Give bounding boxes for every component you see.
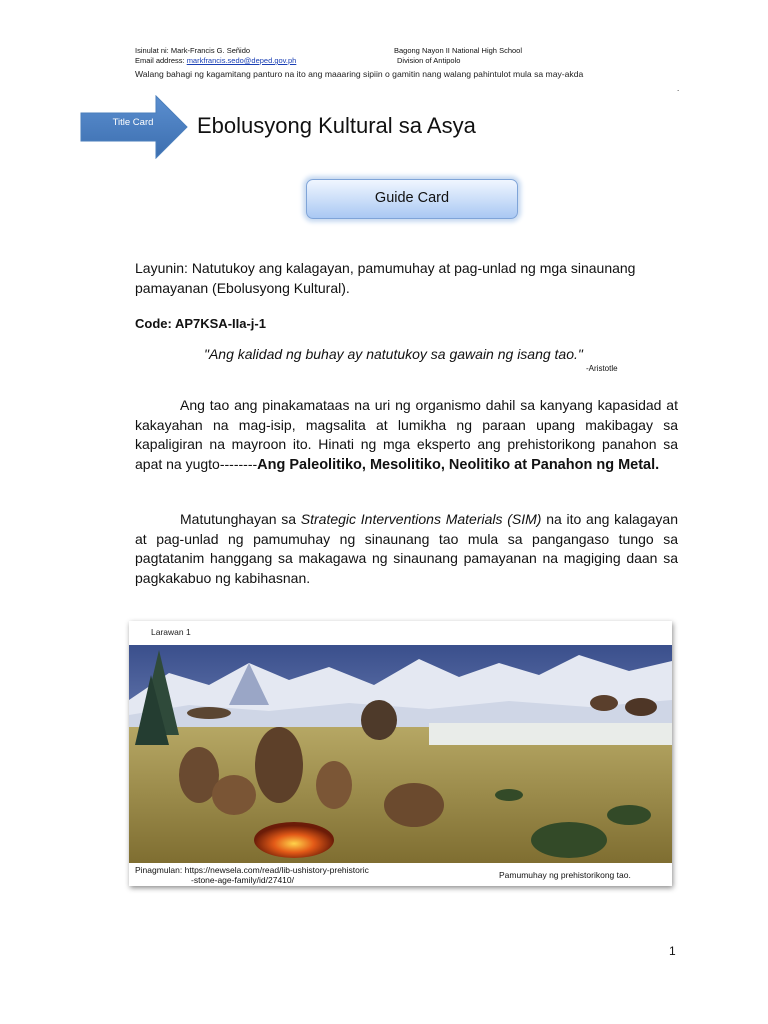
quote-author: -Aristotle	[586, 364, 618, 373]
division-name: Division of Antipolo	[397, 56, 461, 65]
paragraph-1	[135, 396, 678, 475]
paragraph-2-lead: Matutunghayan sa	[180, 511, 301, 527]
figure-caption: Pamumuhay ng prehistorikong tao.	[499, 870, 631, 880]
objective-text: Layunin: Natutukoy ang kalagayan, pamumuhay at pag-unlad ng mga sinaunang pamayanan (Ebolusyong Kultural).	[135, 260, 636, 296]
guide-card-button[interactable]: Guide Card	[306, 179, 518, 219]
source-line-1: Pinagmulan: https://newsela.com/read/lib-ushistory-prehistoric	[135, 865, 369, 875]
mammoth-2	[625, 698, 657, 716]
author-line: Isinulat ni: Mark-Francis G. Señido	[135, 46, 251, 55]
page-number: 1	[669, 944, 676, 958]
school-name: Bagong Nayon II National High School	[394, 46, 522, 55]
competency-code: Code: AP7KSA-IIa-j-1	[135, 316, 266, 331]
campfire	[254, 822, 334, 858]
stray-dot: .	[677, 84, 680, 93]
email-line	[135, 56, 296, 66]
mammoth	[590, 695, 618, 711]
snow-field	[429, 723, 672, 745]
source-line-2: -stone-age-family/id/27410/	[191, 875, 295, 885]
figure-source	[135, 865, 369, 885]
page-title: Ebolusyong Kultural sa Asya	[197, 113, 476, 138]
title-card-label: Title Card	[112, 117, 154, 128]
prehistoric-eras: Ang Paleolitiko, Mesolitiko, Neolitiko at Panahon ng Metal.	[257, 456, 660, 473]
sim-title: Strategic Interventions Materials (SIM)	[300, 511, 542, 527]
author-info	[135, 46, 296, 66]
email-link[interactable]: markfrancis.sedo@deped.gov.ph	[186, 56, 297, 65]
hunters-group	[361, 700, 397, 740]
quote-text: "Ang kalidad ng buhay ay natutukoy sa gawain ng isang tao."	[204, 346, 583, 362]
school-info	[394, 46, 522, 66]
email-label: Email address:	[135, 56, 187, 65]
paragraph-1-text: Ang tao ang pinakamataas na uri ng organismo dahil sa kanyang kapasidad at kakayahan na mag-isip, magsalita at lumikha ng paraan upang makibagay sa kapaligiran na mayroon ito. Hinati ng mga eksperto ang prehistorikong panahon sa apat na yugto--------	[135, 397, 678, 472]
figure-label: Larawan 1	[151, 627, 191, 637]
paragraph-2	[135, 510, 678, 588]
distant-animals	[187, 707, 231, 719]
paragraph-2-rest: na ito ang kalagayan at pag-unlad ng pamumuhay ng sinaunang tao mula sa pangangaso tungo sa pagtatanim hanggang sa makagawa ng sinaunang pamayanan na magiging daan sa pagkakabuo ng kabihasnan.	[135, 511, 678, 586]
figure-1	[129, 621, 672, 886]
prehistoric-family-illustration	[129, 645, 672, 863]
copyright-notice: Walang bahagi ng kagamitang panturo na ito ang maaaring sipiin o gamitin nang walang pahintulot mula sa may-akda	[135, 69, 584, 79]
